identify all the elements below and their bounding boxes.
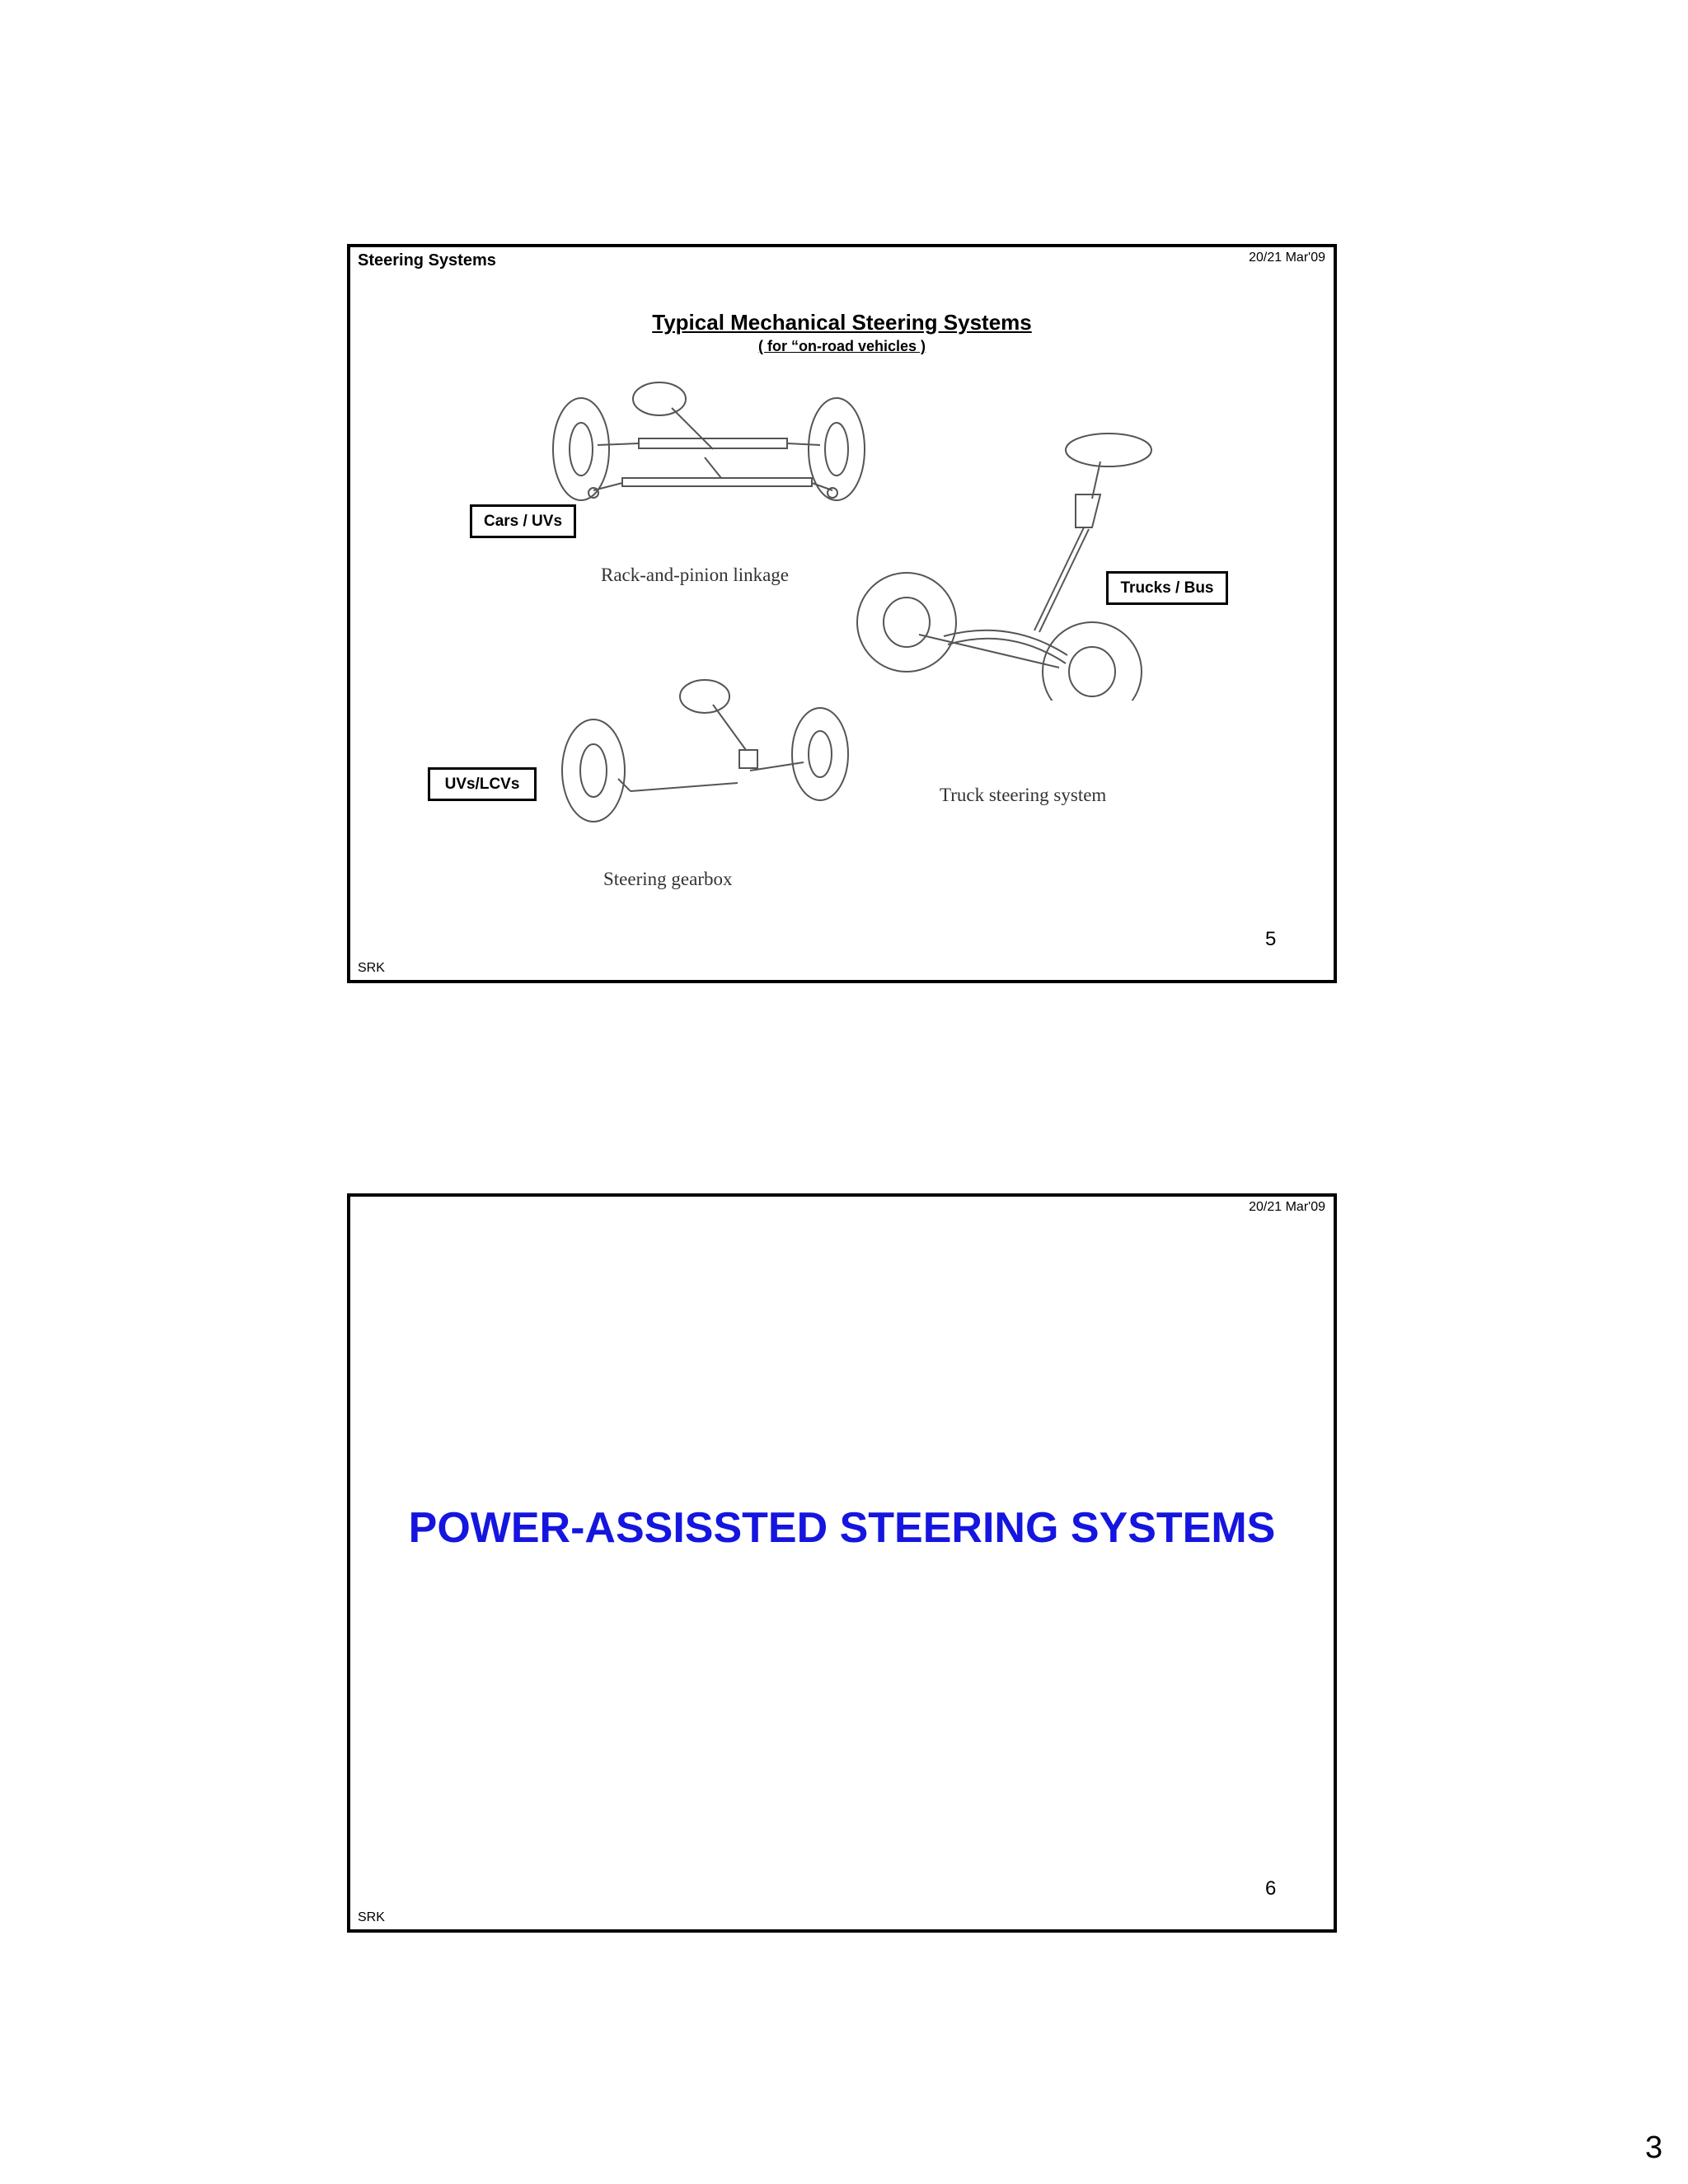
slide-number: 5 [1265,928,1277,950]
slide-footer: SRK [358,1910,385,1924]
slide-6 [347,1193,1337,1933]
tag-cars-uvs: Cars / UVs [470,504,576,538]
caption-truck: Truck steering system [940,785,1107,805]
slide-date: 20/21 Mar'09 [1249,1200,1325,1214]
tag-uvs-lcvs: UVs/LCVs [428,767,537,801]
slide-date: 20/21 Mar'09 [1249,251,1325,265]
slide-number: 6 [1265,1877,1277,1900]
rack-and-pinion-drawing [548,371,878,544]
tag-trucks-bus: Trucks / Bus [1106,571,1228,605]
truck-steering-drawing [853,420,1158,701]
slide-header-title: Steering Systems [358,251,496,269]
slide-footer: SRK [358,961,385,975]
page-number: 3 [1645,2130,1663,2165]
steering-gearbox-drawing [548,668,861,841]
slide-5 [347,244,1337,983]
caption-rack-pinion: Rack-and-pinion linkage [601,565,790,585]
caption-gearbox: Steering gearbox [603,869,733,889]
slide-title: Typical Mechanical Steering Systems [652,310,1032,335]
section-title: POWER-ASSISSTED STEERING SYSTEMS [408,1504,1276,1552]
slide-subtitle: ( for “on-road vehicles ) [757,338,926,354]
